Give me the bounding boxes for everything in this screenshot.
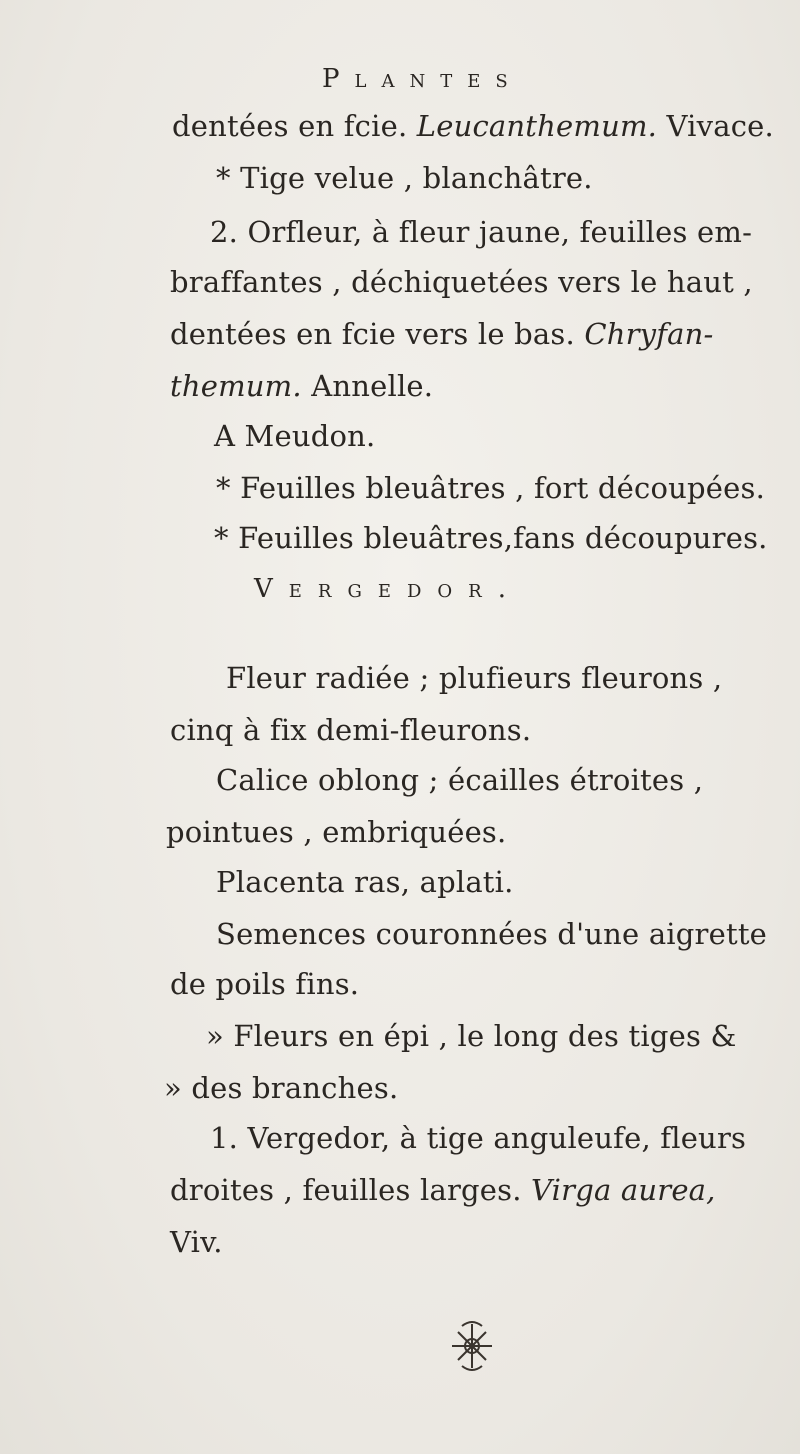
text-segment: Calice oblong ; écailles étroites , <box>216 763 704 797</box>
top-text-line <box>210 214 752 250</box>
top-text-line <box>214 418 375 454</box>
top-text-line <box>216 470 765 506</box>
top-text-line <box>172 108 774 144</box>
text-segment: droites , feuilles larges. <box>170 1173 532 1207</box>
text-segment: Fleur radiée ; plufieurs fleurons , <box>226 661 723 695</box>
text-segment: Placenta ras, aplati. <box>216 865 514 899</box>
bottom-text-line <box>166 814 506 850</box>
text-segment: dentées en fcie. <box>172 109 417 143</box>
bottom-text-line <box>170 966 359 1002</box>
text-segment: braffantes , déchiquetées vers le haut , <box>170 265 753 299</box>
italic-term: Virga aurea, <box>531 1173 716 1207</box>
text-segment: * Tige velue , blanchâtre. <box>216 161 593 195</box>
text-segment: Viv. <box>170 1225 223 1259</box>
text-segment: dentées en fcie vers le bas. <box>170 317 585 351</box>
top-text-line <box>170 264 753 300</box>
italic-term: Leucanthemum. <box>416 109 658 143</box>
running-head: Plantes <box>322 64 523 94</box>
bottom-text-line <box>170 1172 716 1208</box>
bottom-text-line <box>216 864 514 900</box>
bottom-text-line <box>210 1120 746 1156</box>
text-segment: 2. Orfleur, à fleur jaune, feuilles em- <box>210 215 753 249</box>
printers-flower-ornament-icon <box>440 1318 504 1374</box>
text-segment: pointues , embriquées. <box>166 815 507 849</box>
text-segment: Vivace. <box>657 109 774 143</box>
text-segment: cinq à fix demi-fleurons. <box>170 713 532 747</box>
section-title: Vergedor. <box>254 574 522 604</box>
top-text-line <box>170 368 433 404</box>
bottom-text-line <box>164 1070 398 1106</box>
top-text-line <box>170 316 714 352</box>
bottom-text-line <box>226 660 722 696</box>
text-segment: Annelle. <box>301 369 434 403</box>
bottom-text-line <box>216 762 703 798</box>
bottom-text-line <box>170 1224 223 1260</box>
top-text-line <box>214 520 768 556</box>
text-segment: Semences couronnées d'une aigrette <box>216 917 768 951</box>
text-segment: » des branches. <box>164 1071 399 1105</box>
italic-term: themum. <box>170 369 302 403</box>
text-segment: A Meudon. <box>214 419 376 453</box>
text-segment: 1. Vergedor, à tige anguleufe, fleurs <box>210 1121 747 1155</box>
text-segment: de poils fins. <box>170 967 360 1001</box>
bottom-text-line <box>170 712 531 748</box>
bottom-text-line <box>206 1018 737 1054</box>
text-segment: * Feuilles bleuâtres,fans découpures. <box>214 521 768 555</box>
bottom-text-line <box>216 916 767 952</box>
top-text-line <box>216 160 593 196</box>
text-segment: * Feuilles bleuâtres , fort découpées. <box>216 471 765 505</box>
italic-term: Chryfan- <box>584 317 714 351</box>
text-segment: » Fleurs en épi , le long des tiges & <box>206 1019 737 1053</box>
